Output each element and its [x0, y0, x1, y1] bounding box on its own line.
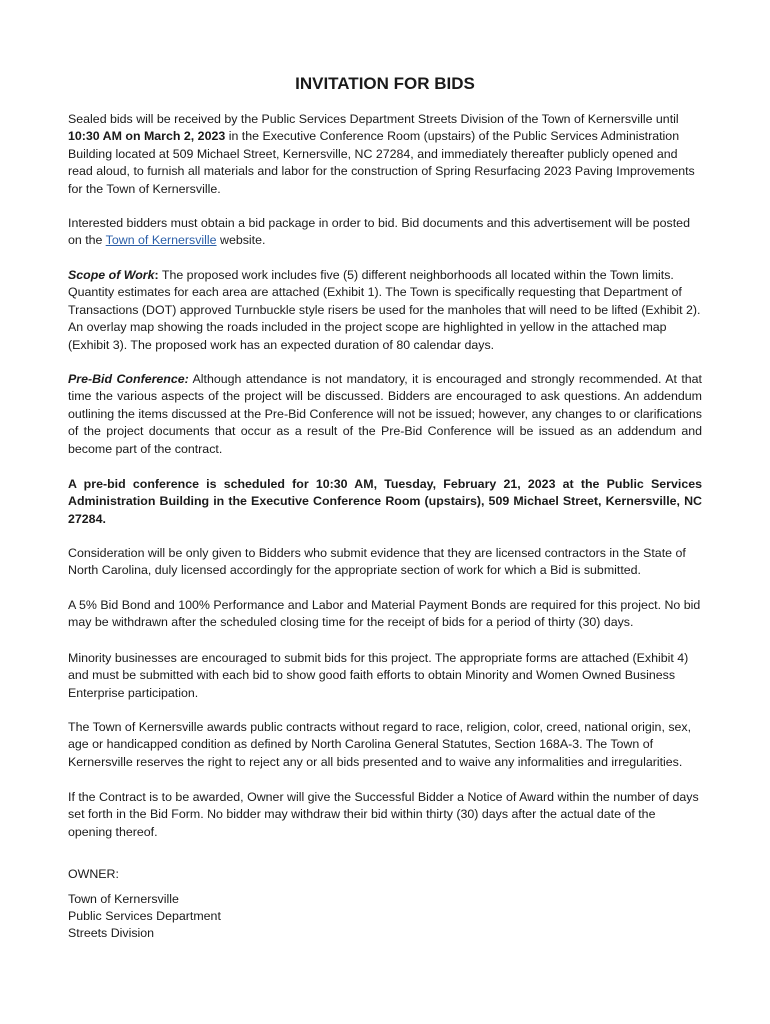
owner-department: Public Services Department [68, 909, 221, 923]
bid-deadline: 10:30 AM on March 2, 2023 [68, 129, 226, 144]
town-website-link[interactable]: Town of Kernersville [105, 233, 217, 248]
owner-division: Streets Division [68, 926, 155, 940]
intro-text-end: in the Executive Conference Room (upstairs) of the Public Services Administration Building located at 509 Michael Street, Kernersville, NC 27284, and immediately thereafter publicly opened and read aloud, to furnish all materials and labor for the construction of Spring Resurfacing 2023 Paving Improvements for the Town of Kernersville. [68, 129, 695, 196]
bonds-paragraph: A 5% Bid Bond and 100% Performance and Labor and Material Payment Bonds are required for this project. No bid may be withdrawn after the scheduled closing time for the receipt of bids for a period of thirty (30) days. [68, 598, 701, 630]
prebid-heading: Pre-Bid Conference: [68, 372, 189, 386]
owner-town: Town of Kernersville [68, 892, 179, 906]
prebid-schedule-paragraph: A pre-bid conference is scheduled for 10:30 AM, Tuesday, February 21, 2023 at the Public Services Administration Building in the Executive Conference Room (upstairs), 509 Michael Street, Kernersville, NC 27284. [68, 477, 702, 526]
bid-package-text-end: website. [216, 233, 266, 248]
page-title: INVITATION FOR BIDS [295, 74, 475, 93]
prebid-text: Although attendance is not mandatory, it is encouraged and strongly recommended. At that time the various aspects of the project will be discussed. Bidders are encouraged to ask questions. An addendum outlining the items discussed at the Pre-Bid Conference will not be issued; however, any changes to or clarifications of the project documents that occur as a result of the Pre-Bid Conference will be issued as an addendum and become part of the contract. [68, 372, 702, 456]
minority-paragraph: Minority businesses are encouraged to submit bids for this project. The appropriate forms are attached (Exhibit 4) and must be submitted with each bid to show good faith efforts to obtain Minority and Women Owned Business Enterprise participation. [68, 651, 689, 700]
prebid-paragraph [68, 371, 702, 458]
intro-text-start: Sealed bids will be received by the Public Services Department Streets Division of the Town of Kernersville until [68, 112, 679, 126]
consideration-paragraph: Consideration will be only given to Bidders who submit evidence that they are licensed contractors in the State of North Carolina, duly licensed accordingly for the appropriate section of work for which a Bid is submitted. [68, 546, 686, 578]
bid-package-text: Interested bidders must obtain a bid package in order to bid. Bid documents and this advertisement will be posted on the [68, 216, 690, 248]
bid-package-paragraph [68, 215, 702, 250]
award-paragraph: If the Contract is to be awarded, Owner will give the Successful Bidder a Notice of Award within the number of days set forth in the Bid Form. No bidder may withdraw their bid within thirty (30) days after the actual date of the opening thereof. [68, 790, 699, 839]
owner-label: OWNER: [68, 867, 119, 881]
scope-heading-colon: : [154, 268, 159, 282]
scope-paragraph [68, 267, 702, 354]
scope-heading: Scope of Work [68, 268, 155, 282]
intro-paragraph [68, 111, 702, 198]
scope-text: The proposed work includes five (5) different neighborhoods all located within the Town limits. Quantity estimates for each area are attached (Exhibit 1). The Town is specifically requesting that Department of Transactions (DOT) approved Turnbuckle style risers be used for the manholes that will need to be lifted (Exhibit 2). An overlay map showing the roads included in the project scope are highlighted in yellow in the attached map (Exhibit 3). The proposed work has an expected duration of 80 calendar days. [68, 268, 701, 352]
equal-opportunity-paragraph: The Town of Kernersville awards public contracts without regard to race, religion, color, creed, national origin, sex, age or handicapped condition as defined by North Carolina General Statutes, Section 168A-3. The Town of Kernersville reserves the right to reject any or all bids presented and to waive any informalities and irregularities. [68, 720, 692, 769]
